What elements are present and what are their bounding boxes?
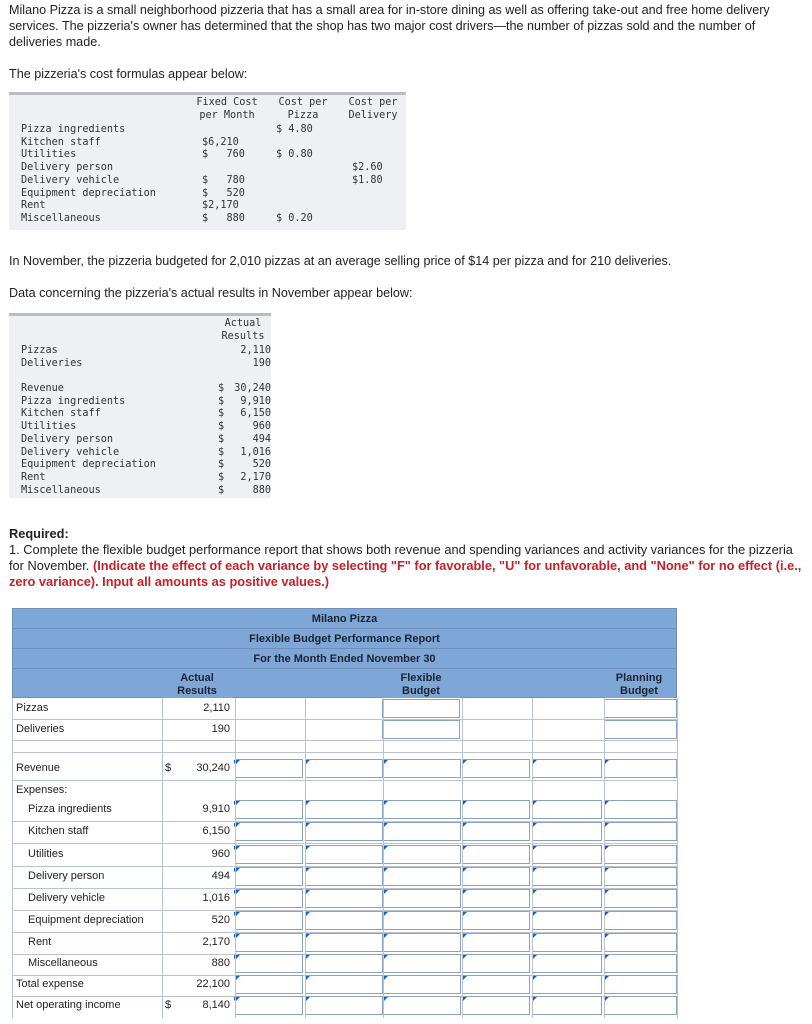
- amount-input[interactable]: [383, 759, 461, 778]
- actual-financial-dollar: $: [218, 459, 225, 471]
- variance-effect-select[interactable]: [235, 996, 303, 1015]
- dropdown-marker-icon: [605, 976, 609, 980]
- amount-input[interactable]: [305, 975, 383, 994]
- cost-row-fixed: $2,170: [202, 200, 239, 212]
- amount-input[interactable]: [532, 975, 602, 994]
- dropdown-marker-icon: [384, 760, 388, 764]
- actual-financial-dollar: $: [218, 395, 225, 407]
- column-divider: [532, 698, 533, 1018]
- variance-effect-select[interactable]: [462, 759, 530, 778]
- dropdown-marker-icon: [463, 997, 467, 1001]
- column-divider: [677, 698, 678, 1018]
- report-expense-actual: 9,910: [202, 803, 230, 815]
- amount-input[interactable]: [383, 822, 461, 841]
- dropdown-marker-icon: [463, 934, 467, 938]
- required-text: 1. Complete the flexible budget performance report that shows both revenue and spending variances and activity variances for the pizzeria for November.: [9, 542, 793, 573]
- actual-financial-value: 6,150: [240, 408, 271, 420]
- report-expense-actual: 6,150: [202, 825, 230, 837]
- col-planning-budget: Planning Budget: [604, 672, 674, 698]
- amount-input[interactable]: [305, 822, 383, 841]
- amount-input[interactable]: [305, 933, 383, 952]
- variance-effect-select[interactable]: [235, 759, 303, 778]
- dropdown-marker-icon: [533, 823, 537, 827]
- report-activity-label: Pizzas: [16, 702, 49, 714]
- dropdown-marker-icon: [463, 976, 467, 980]
- row-divider: [12, 780, 677, 781]
- report-noi-actual: 8,140: [202, 999, 230, 1011]
- dropdown-marker-icon: [533, 955, 537, 959]
- report-expense-label: Kitchen staff: [28, 825, 89, 837]
- row-divider: [12, 740, 677, 741]
- amount-input[interactable]: [383, 996, 461, 1015]
- actual-financial-label: Utilities: [21, 421, 77, 433]
- dropdown-marker-icon: [384, 997, 388, 1001]
- amount-input[interactable]: [305, 889, 383, 908]
- dropdown-marker-icon: [463, 846, 467, 850]
- amount-input[interactable]: [383, 867, 461, 886]
- dropdown-marker-icon: [463, 912, 467, 916]
- actual-financial-value: 494: [252, 433, 271, 445]
- cost-row-pizza: $ 4.80: [276, 124, 313, 135]
- report-expense-actual: 494: [211, 870, 230, 882]
- variance-effect-select[interactable]: [462, 845, 530, 864]
- amount-input[interactable]: [532, 954, 602, 973]
- actual-financial-dollar: $: [218, 383, 225, 394]
- required-section: [9, 526, 804, 590]
- dropdown-marker-icon: [384, 912, 388, 916]
- column-divider: [12, 698, 13, 1018]
- column-divider: [383, 698, 384, 1018]
- planning-budget-input[interactable]: [604, 699, 677, 718]
- variance-effect-select[interactable]: [235, 867, 303, 886]
- variance-effect-select[interactable]: [462, 933, 530, 952]
- actual-financial-value: 960: [252, 421, 271, 433]
- dropdown-marker-icon: [306, 801, 310, 805]
- actual-financial-dollar: $: [218, 446, 225, 458]
- budget-text: In November, the pizzeria budgeted for 2,010 pizzas at an average selling price of $14 per pizza and for 210 deliveries.: [9, 254, 672, 268]
- variance-effect-select[interactable]: [462, 975, 530, 994]
- dropdown-marker-icon: [463, 760, 467, 764]
- col-flexible-budget: Flexible Budget: [382, 672, 460, 698]
- amount-input[interactable]: [383, 800, 461, 819]
- actual-financial-label: Kitchen staff: [21, 408, 101, 420]
- dropdown-marker-icon: [533, 890, 537, 894]
- column-divider: [162, 698, 163, 1018]
- dropdown-marker-icon: [306, 997, 310, 1001]
- cost-row-label: Delivery vehicle: [21, 174, 120, 186]
- flexible-budget-input[interactable]: [382, 699, 460, 718]
- report-expense-label: Pizza ingredients: [28, 803, 112, 815]
- dropdown-marker-icon: [533, 976, 537, 980]
- dropdown-marker-icon: [533, 934, 537, 938]
- column-divider: [305, 698, 306, 1018]
- amount-input[interactable]: [604, 889, 677, 908]
- dropdown-marker-icon: [605, 890, 609, 894]
- report-expense-actual: 1,016: [202, 892, 230, 904]
- dropdown-marker-icon: [306, 934, 310, 938]
- amount-input[interactable]: [383, 954, 461, 973]
- header-cost-per-delivery: Cost per Delivery: [348, 97, 398, 121]
- actual-financial-dollar: $: [218, 433, 225, 445]
- dropdown-marker-icon: [463, 868, 467, 872]
- actual-financial-label: Miscellaneous: [21, 484, 101, 496]
- report-expense-label: Delivery vehicle: [28, 892, 106, 904]
- report-activity-actual: 2,110: [203, 702, 230, 714]
- report-period: For the Month Ended November 30: [12, 648, 677, 669]
- column-divider: [604, 698, 605, 1018]
- actual-financial-value: 30,240: [234, 383, 271, 394]
- variance-effect-select[interactable]: [235, 933, 303, 952]
- dropdown-marker-icon: [384, 955, 388, 959]
- dropdown-marker-icon: [463, 823, 467, 827]
- cost-row-label: Pizza ingredients: [21, 124, 126, 135]
- dropdown-marker-icon: [533, 912, 537, 916]
- dropdown-marker-icon: [306, 823, 310, 827]
- dropdown-marker-icon: [605, 912, 609, 916]
- col-actual-results: Actual Results: [162, 672, 232, 698]
- report-noi-dollar: $: [165, 999, 172, 1011]
- dropdown-marker-icon: [384, 976, 388, 980]
- actual-activity-value: 190: [252, 357, 271, 369]
- actual-financial-dollar: $: [218, 421, 225, 433]
- variance-effect-select[interactable]: [462, 889, 530, 908]
- dropdown-marker-icon: [384, 890, 388, 894]
- variance-effect-select[interactable]: [235, 800, 303, 819]
- planning-budget-input[interactable]: [604, 720, 677, 739]
- dropdown-marker-icon: [605, 801, 609, 805]
- amount-input[interactable]: [604, 933, 677, 952]
- cost-row-fixed: $6,210: [202, 136, 239, 148]
- amount-input[interactable]: [532, 800, 602, 819]
- amount-input[interactable]: [532, 845, 602, 864]
- amount-input[interactable]: [532, 933, 602, 952]
- report-revenue-dollar: $: [165, 762, 172, 774]
- dropdown-marker-icon: [306, 760, 310, 764]
- amount-input[interactable]: [604, 845, 677, 864]
- amount-input[interactable]: [532, 996, 602, 1015]
- cost-row-label: Miscellaneous: [21, 212, 101, 224]
- variance-effect-select[interactable]: [462, 911, 530, 930]
- variance-effect-select[interactable]: [235, 911, 303, 930]
- report-expense-label: Delivery person: [28, 870, 105, 882]
- report-noi-label: Net operating income: [16, 999, 121, 1011]
- amount-input[interactable]: [305, 759, 383, 778]
- required-instruction: (Indicate the effect of each variance by selecting "F" for favorable, "U" for unfavorable, and "None" for no effect (i.e., zero variance). Input all amounts as positive values.): [9, 558, 802, 589]
- variance-effect-select[interactable]: [235, 845, 303, 864]
- variance-effect-select[interactable]: [235, 889, 303, 908]
- variance-effect-select[interactable]: [462, 954, 530, 973]
- report-expense-label: Miscellaneous: [28, 957, 98, 969]
- dropdown-marker-icon: [306, 976, 310, 980]
- dropdown-marker-icon: [533, 868, 537, 872]
- amount-input[interactable]: [532, 822, 602, 841]
- dropdown-marker-icon: [605, 868, 609, 872]
- amount-input[interactable]: [604, 822, 677, 841]
- actual-intro: Data concerning the pizzeria's actual results in November appear below:: [9, 286, 413, 300]
- required-heading: Required:: [9, 526, 69, 541]
- actual-financial-dollar: $: [218, 471, 225, 483]
- cost-row-delivery: $1.80: [352, 174, 383, 186]
- actual-financial-value: 9,910: [240, 395, 271, 407]
- dropdown-marker-icon: [533, 997, 537, 1001]
- cost-row-fixed: $ 780: [202, 174, 245, 186]
- report-activity-actual: 190: [211, 723, 230, 735]
- amount-input[interactable]: [383, 911, 461, 930]
- header-actual-results: Actual Results: [221, 318, 265, 342]
- report-subtitle: Flexible Budget Performance Report: [12, 628, 677, 649]
- row-divider: [12, 719, 677, 720]
- dropdown-marker-icon: [306, 955, 310, 959]
- dropdown-marker-icon: [605, 934, 609, 938]
- cost-row-label: Rent: [21, 200, 46, 212]
- amount-input[interactable]: [604, 975, 677, 994]
- actual-financial-value: 520: [252, 459, 271, 471]
- amount-input[interactable]: [383, 889, 461, 908]
- actual-financial-label: Revenue: [21, 383, 64, 394]
- dropdown-marker-icon: [605, 760, 609, 764]
- cost-formula-table: [9, 92, 406, 230]
- cost-row-label: Utilities: [21, 149, 77, 161]
- flexible-budget-input[interactable]: [382, 720, 460, 739]
- actual-financial-label: Pizza ingredients: [21, 395, 126, 407]
- dropdown-marker-icon: [605, 997, 609, 1001]
- actual-activity-label: Pizzas: [21, 345, 58, 356]
- actual-financial-dollar: $: [218, 408, 225, 420]
- cost-row-label: Delivery person: [21, 162, 114, 174]
- amount-input[interactable]: [532, 759, 602, 778]
- amount-input[interactable]: [305, 911, 383, 930]
- dropdown-marker-icon: [384, 801, 388, 805]
- report-expense-label: Rent: [28, 936, 52, 948]
- dropdown-marker-icon: [605, 846, 609, 850]
- actual-financial-value: 1,016: [240, 446, 271, 458]
- actual-activity-value: 2,110: [240, 345, 271, 356]
- dropdown-marker-icon: [463, 801, 467, 805]
- amount-input[interactable]: [604, 759, 677, 778]
- cost-row-delivery: $2.60: [352, 162, 383, 174]
- header-fixed-cost: Fixed Cost per Month: [196, 97, 258, 121]
- dropdown-marker-icon: [384, 846, 388, 850]
- cost-row-fixed: $ 520: [202, 187, 245, 199]
- amount-input[interactable]: [305, 867, 383, 886]
- variance-effect-select[interactable]: [235, 822, 303, 841]
- flexible-budget-report: [12, 608, 677, 1018]
- formulas-intro: The pizzeria's cost formulas appear below:: [9, 67, 248, 81]
- dropdown-marker-icon: [533, 846, 537, 850]
- report-expense-actual: 960: [211, 848, 230, 860]
- actual-activity-label: Deliveries: [21, 357, 83, 369]
- dropdown-marker-icon: [605, 955, 609, 959]
- amount-input[interactable]: [604, 954, 677, 973]
- dropdown-marker-icon: [384, 868, 388, 872]
- report-column-header-band: [12, 668, 677, 698]
- amount-input[interactable]: [604, 800, 677, 819]
- amount-input[interactable]: [383, 975, 461, 994]
- row-divider: [12, 843, 677, 844]
- actual-financial-dollar: $: [218, 484, 225, 496]
- actual-financial-value: 880: [252, 484, 271, 496]
- report-expense-actual: 2,170: [202, 936, 230, 948]
- amount-input[interactable]: [604, 867, 677, 886]
- report-expenses-label: Expenses:: [16, 784, 68, 796]
- variance-effect-select[interactable]: [462, 867, 530, 886]
- header-cost-per-pizza: Cost per Pizza: [278, 97, 328, 121]
- cost-row-label: Kitchen staff: [21, 136, 101, 148]
- dropdown-marker-icon: [306, 846, 310, 850]
- amount-input[interactable]: [532, 867, 602, 886]
- actual-financial-label: Delivery person: [21, 433, 114, 445]
- report-total-actual: 22,100: [196, 978, 230, 990]
- actual-financial-label: Delivery vehicle: [21, 446, 120, 458]
- cost-row-fixed: $ 880: [202, 212, 245, 224]
- dropdown-marker-icon: [384, 934, 388, 938]
- cost-row-fixed: $ 760: [202, 149, 245, 161]
- dropdown-marker-icon: [463, 890, 467, 894]
- report-total-label: Total expense: [16, 978, 84, 990]
- amount-input[interactable]: [305, 845, 383, 864]
- amount-input[interactable]: [305, 800, 383, 819]
- amount-input[interactable]: [532, 889, 602, 908]
- actual-financial-value: 2,170: [240, 471, 271, 483]
- dropdown-marker-icon: [463, 955, 467, 959]
- actual-financial-label: Equipment depreciation: [21, 459, 156, 471]
- amount-input[interactable]: [305, 996, 383, 1015]
- variance-effect-select[interactable]: [462, 996, 530, 1015]
- report-revenue-actual: 30,240: [196, 762, 230, 774]
- column-divider: [462, 698, 463, 1018]
- actual-results-table: [9, 313, 271, 498]
- report-activity-label: Deliveries: [16, 723, 65, 735]
- dropdown-marker-icon: [384, 823, 388, 827]
- dropdown-marker-icon: [236, 976, 240, 980]
- intro-paragraph: Milano Pizza is a small neighborhood pizzeria that has a small area for in-store dining as well as offering take-out and free home delivery services. The pizzeria's owner has determined that the shop has two major cost drivers—the number of pizzas sold and the number of deliveries made.: [9, 3, 770, 49]
- column-divider: [235, 698, 236, 1018]
- cost-row-pizza: $ 0.80: [276, 149, 313, 161]
- report-expense-label: Equipment depreciation: [28, 914, 144, 926]
- report-title: Milano Pizza: [12, 608, 677, 629]
- amount-input[interactable]: [604, 996, 677, 1015]
- actual-financial-label: Rent: [21, 471, 46, 483]
- report-expense-actual: 520: [211, 914, 230, 926]
- amount-input[interactable]: [383, 845, 461, 864]
- dropdown-marker-icon: [533, 760, 537, 764]
- cost-row-pizza: $ 0.20: [276, 212, 313, 224]
- amount-input[interactable]: [604, 911, 677, 930]
- dropdown-marker-icon: [306, 890, 310, 894]
- variance-effect-select[interactable]: [462, 800, 530, 819]
- dropdown-marker-icon: [605, 823, 609, 827]
- amount-input[interactable]: [305, 954, 383, 973]
- variance-effect-select[interactable]: [235, 975, 303, 994]
- variance-effect-select[interactable]: [235, 954, 303, 973]
- amount-input[interactable]: [532, 911, 602, 930]
- dropdown-marker-icon: [306, 912, 310, 916]
- amount-input[interactable]: [383, 933, 461, 952]
- variance-effect-select[interactable]: [462, 822, 530, 841]
- cost-row-label: Equipment depreciation: [21, 187, 156, 199]
- report-expense-actual: 880: [211, 957, 230, 969]
- row-divider: [12, 752, 677, 753]
- report-revenue-label: Revenue: [16, 762, 61, 774]
- report-expense-label: Utilities: [28, 848, 64, 860]
- dropdown-marker-icon: [533, 801, 537, 805]
- dropdown-marker-icon: [306, 868, 310, 872]
